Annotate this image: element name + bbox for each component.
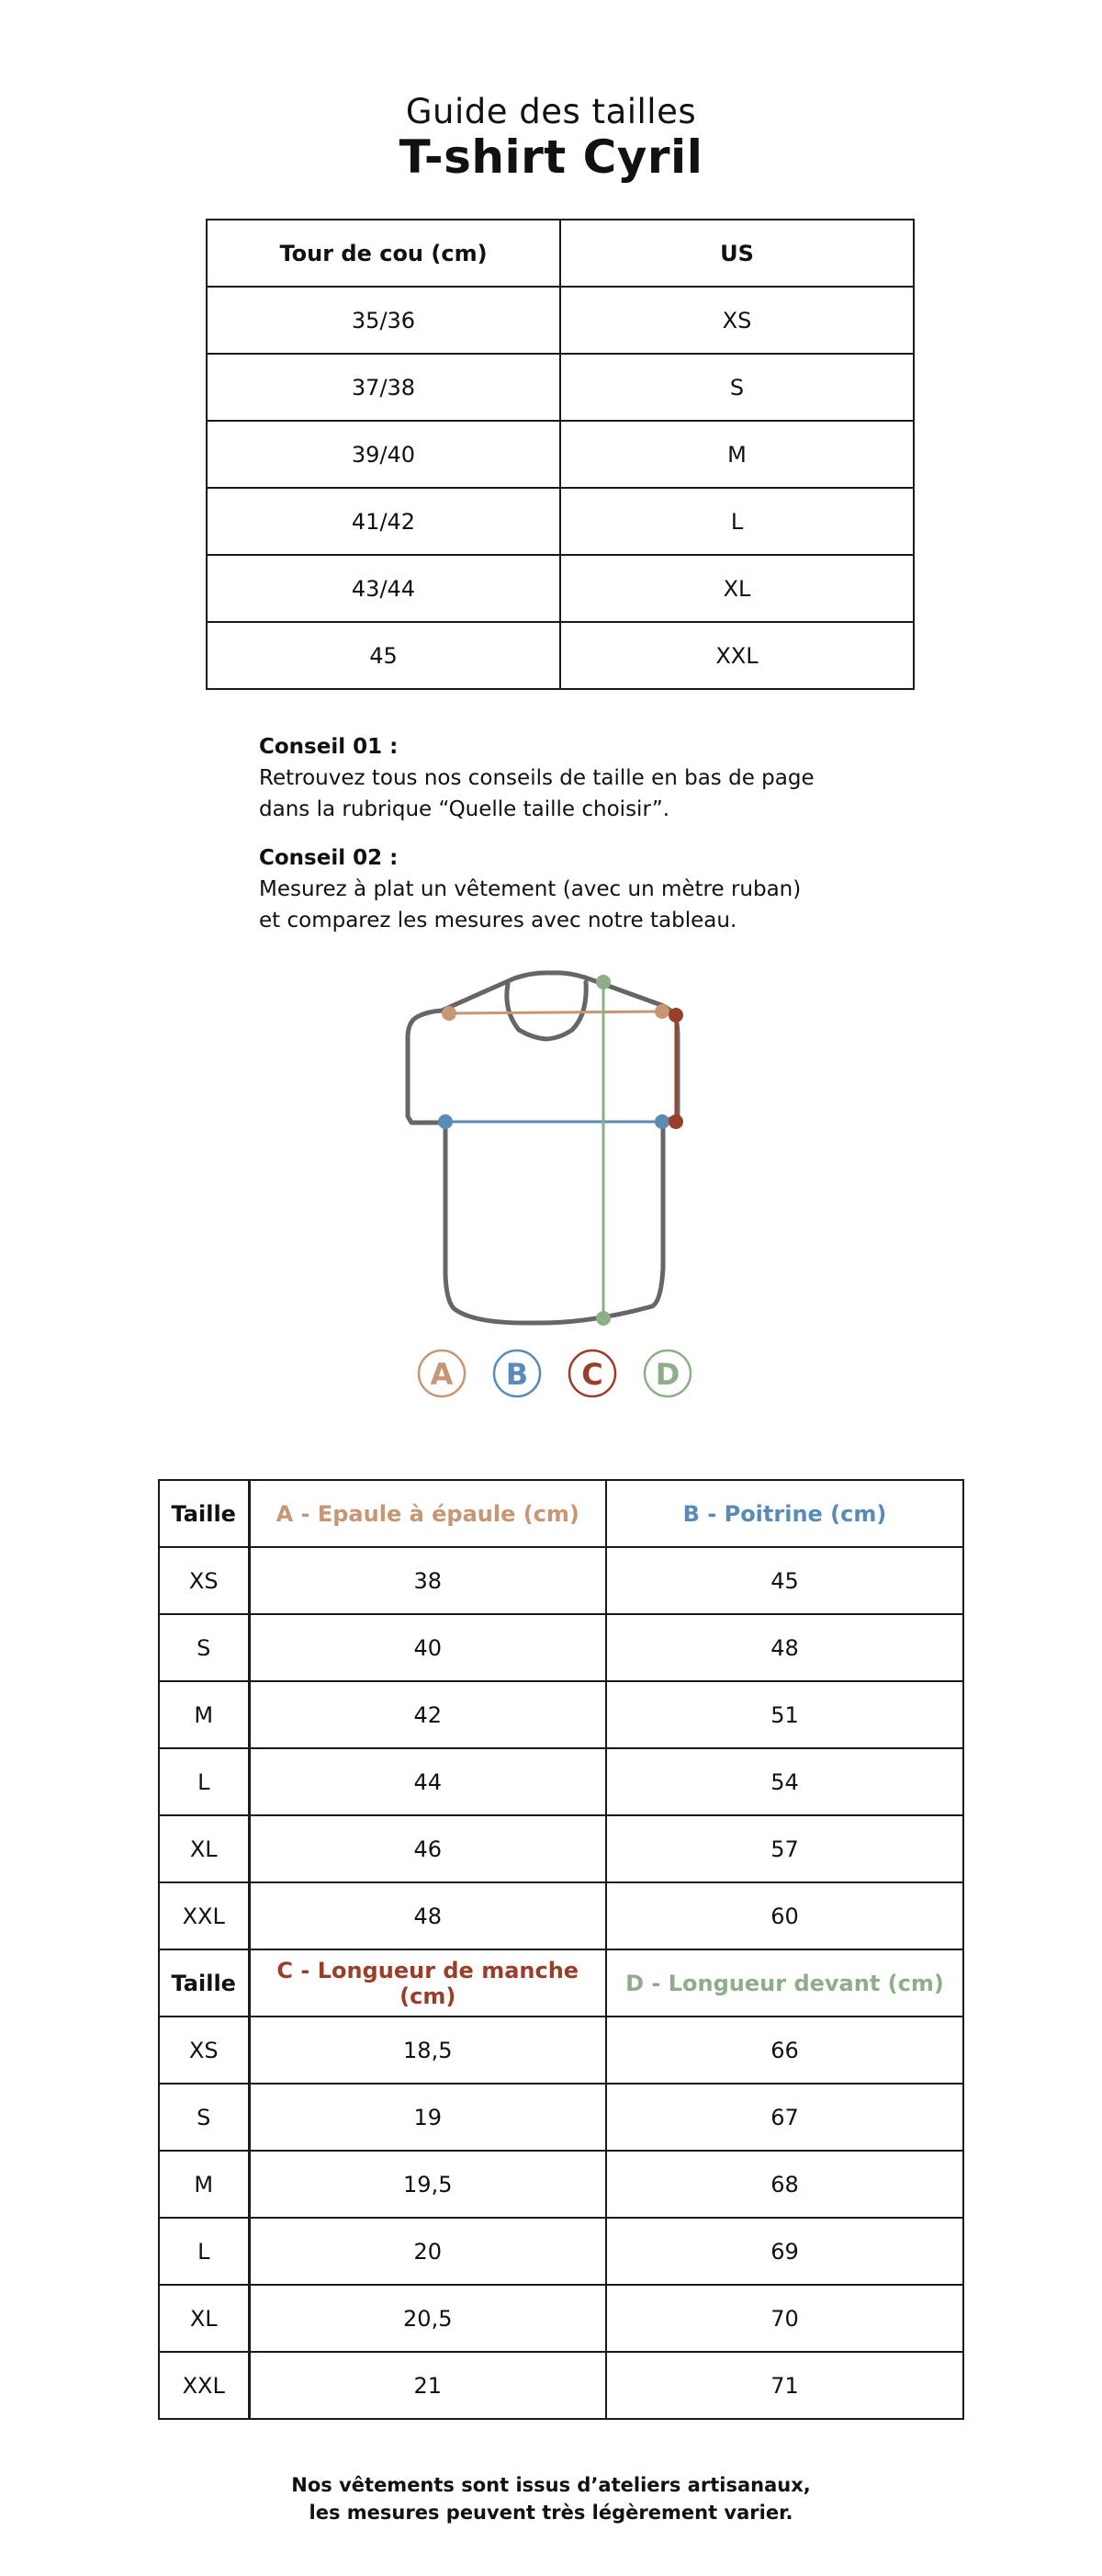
header-cell-size: Taille	[159, 1949, 249, 2017]
footer-line: Nos vêtements sont issus d’ateliers artisanaux,	[291, 2474, 811, 2496]
cell-us: XXL	[560, 622, 914, 689]
cell-size: XXL	[159, 1882, 249, 1949]
table-row	[207, 287, 914, 354]
tshirt-measurement-diagram	[386, 969, 735, 1410]
cell-neck: 39/40	[207, 421, 560, 488]
badge-c-label: C	[581, 1357, 603, 1392]
cell-us: XS	[560, 287, 914, 354]
cell-size: XXL	[159, 2352, 249, 2419]
cell-us: M	[560, 421, 914, 488]
measure-b-line	[438, 1114, 669, 1129]
table-row	[159, 2151, 963, 2218]
cell-front-length: 71	[606, 2352, 963, 2419]
cell-front-length: 67	[606, 2084, 963, 2151]
cell-sleeve: 20	[249, 2218, 606, 2285]
cell-front-length: 69	[606, 2218, 963, 2285]
tip-text-line: Mesurez à plat un vêtement (avec un mètre ruban)	[259, 877, 802, 901]
cell-neck: 35/36	[207, 287, 560, 354]
cell-neck: 43/44	[207, 555, 560, 622]
cell-chest: 51	[606, 1681, 963, 1748]
table-row	[159, 2285, 963, 2352]
table-row	[159, 2352, 963, 2419]
cell-shoulder: 40	[249, 1614, 606, 1681]
cell-neck: 41/42	[207, 488, 560, 555]
cell-size: S	[159, 2084, 249, 2151]
cell-sleeve: 21	[249, 2352, 606, 2419]
cell-shoulder: 48	[249, 1882, 606, 1949]
cell-sleeve: 19,5	[249, 2151, 606, 2218]
cell-shoulder: 46	[249, 1815, 606, 1882]
tip-2	[259, 842, 902, 936]
cell-shoulder: 38	[249, 1547, 606, 1614]
header-cell-chest: B - Poitrine (cm)	[606, 1480, 963, 1547]
tip-title: Conseil 02 :	[259, 846, 399, 870]
table-row	[207, 555, 914, 622]
table-header-row	[207, 220, 914, 287]
cell-shoulder: 42	[249, 1681, 606, 1748]
badge-d-label: D	[655, 1357, 680, 1392]
table-row	[159, 1882, 963, 1949]
cell-front-length: 68	[606, 2151, 963, 2218]
table-row	[207, 622, 914, 689]
measure-a-line	[442, 1004, 669, 1021]
page-subtitle: Guide des tailles	[405, 92, 697, 131]
badge-d	[645, 1350, 691, 1396]
cell-sleeve: 19	[249, 2084, 606, 2151]
table-row	[159, 1614, 963, 1681]
measure-c-line	[669, 1008, 683, 1129]
table-header-row	[159, 1480, 963, 1547]
table-row	[159, 2017, 963, 2084]
cell-size: XS	[159, 2017, 249, 2084]
tip-text-line: et comparez les mesures avec notre tableau.	[259, 909, 737, 932]
cell-size: S	[159, 1614, 249, 1681]
cell-sleeve: 20,5	[249, 2285, 606, 2352]
cell-size: L	[159, 2218, 249, 2285]
measure-d-line	[596, 975, 611, 1326]
table-row	[159, 1815, 963, 1882]
badge-a-label: A	[430, 1357, 454, 1392]
cell-us: L	[560, 488, 914, 555]
page-title: T-shirt Cyril	[399, 130, 703, 184]
cell-chest: 60	[606, 1882, 963, 1949]
footer-note	[0, 2471, 1102, 2526]
cell-size: M	[159, 1681, 249, 1748]
table-row	[159, 1547, 963, 1614]
badge-a	[419, 1350, 465, 1396]
cell-us: S	[560, 354, 914, 421]
header-cell-sleeve: C - Longueur de manche (cm)	[249, 1949, 606, 2017]
badge-b-label: B	[505, 1357, 529, 1392]
header-cell-shoulder: A - Epaule à épaule (cm)	[249, 1480, 606, 1547]
measurement-table	[158, 1479, 964, 2420]
table-row	[207, 488, 914, 555]
cell-neck: 37/38	[207, 354, 560, 421]
cell-size: L	[159, 1748, 249, 1815]
table-row	[159, 1748, 963, 1815]
cell-sleeve: 18,5	[249, 2017, 606, 2084]
tip-1	[259, 731, 902, 825]
cell-front-length: 66	[606, 2017, 963, 2084]
cell-neck: 45	[207, 622, 560, 689]
header-cell-neck: Tour de cou (cm)	[207, 220, 560, 287]
table-row	[159, 2218, 963, 2285]
tip-text-line: dans la rubrique “Quelle taille choisir”.	[259, 797, 670, 821]
cell-chest: 48	[606, 1614, 963, 1681]
badge-b	[494, 1350, 540, 1396]
cell-size: M	[159, 2151, 249, 2218]
tip-text-line: Retrouvez tous nos conseils de taille en bas de page	[259, 766, 815, 790]
table-row	[159, 1681, 963, 1748]
header-cell-size: Taille	[159, 1480, 249, 1547]
table-row	[207, 354, 914, 421]
cell-us: XL	[560, 555, 914, 622]
cell-chest: 45	[606, 1547, 963, 1614]
header-cell-us: US	[560, 220, 914, 287]
cell-front-length: 70	[606, 2285, 963, 2352]
cell-size: XL	[159, 2285, 249, 2352]
table-row	[207, 421, 914, 488]
cell-size: XL	[159, 1815, 249, 1882]
table-row	[159, 2084, 963, 2151]
cell-chest: 57	[606, 1815, 963, 1882]
footer-line: les mesures peuvent très légèrement varier.	[309, 2502, 793, 2524]
tip-title: Conseil 01 :	[259, 735, 399, 759]
table-header-row	[159, 1949, 963, 2017]
header-cell-front-length: D - Longueur devant (cm)	[606, 1949, 963, 2017]
cell-shoulder: 44	[249, 1748, 606, 1815]
neck-size-table	[206, 219, 915, 690]
cell-chest: 54	[606, 1748, 963, 1815]
cell-size: XS	[159, 1547, 249, 1614]
tshirt-outline	[408, 973, 678, 1323]
badge-c	[569, 1350, 615, 1396]
